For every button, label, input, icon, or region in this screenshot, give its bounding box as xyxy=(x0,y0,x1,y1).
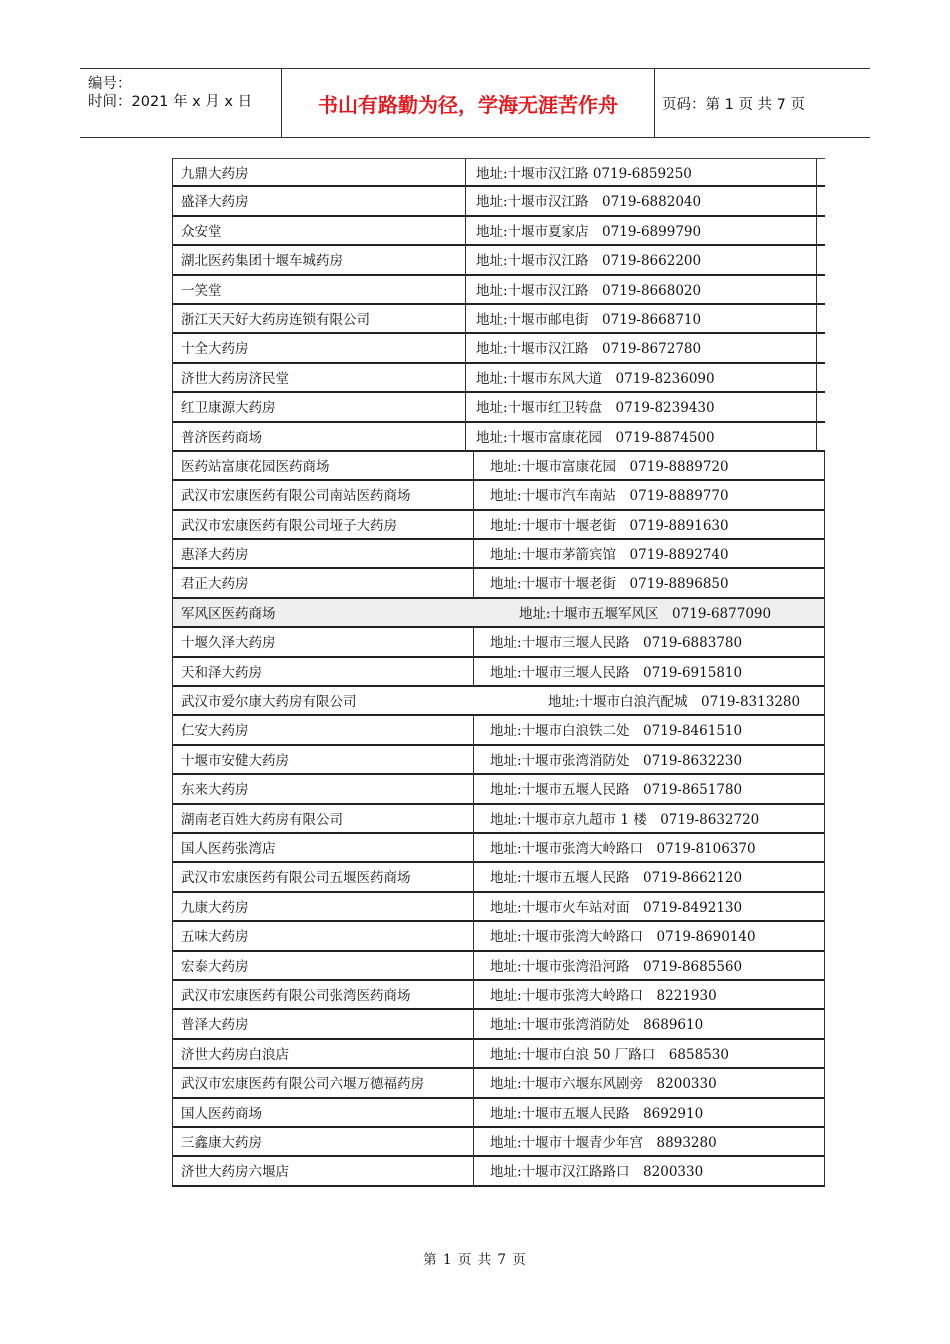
column-divider xyxy=(465,393,466,422)
pharmacy-name: 济世大药房六堰店 xyxy=(181,1164,289,1181)
row-right-border xyxy=(824,569,825,598)
table-row xyxy=(172,452,825,481)
row-left-border xyxy=(172,393,173,422)
table-row xyxy=(172,246,825,275)
pharmacy-address: 地址:十堰市十堰老街 0719-8891630 xyxy=(490,517,729,534)
column-divider xyxy=(473,716,474,745)
page-header xyxy=(80,68,870,138)
row-right-border xyxy=(824,540,825,569)
pharmacy-address: 地址:十堰市白浪 50 厂路口 6858530 xyxy=(490,1046,729,1063)
pharmacy-address: 地址:十堰市汉江路 0719-8672780 xyxy=(476,341,702,358)
number-label: 编号： xyxy=(88,76,132,92)
row-right-border xyxy=(824,1069,825,1098)
row-right-border xyxy=(824,863,825,892)
row-left-border xyxy=(172,481,173,510)
pharmacy-name: 武汉市宏康医药有限公司南站医药商场 xyxy=(181,488,411,505)
column-divider xyxy=(473,1099,474,1128)
column-divider xyxy=(473,981,474,1010)
pharmacy-address: 地址:十堰市张湾大岭路口 8221930 xyxy=(490,987,717,1004)
table-row xyxy=(172,393,825,422)
table-row xyxy=(172,423,825,452)
row-left-border xyxy=(172,187,173,216)
pharmacy-name: 武汉市爱尔康大药房有限公司 xyxy=(181,694,357,711)
row-right-border xyxy=(816,334,817,363)
pharmacy-address: 地址:十堰市红卫转盘 0719-8239430 xyxy=(476,400,715,417)
row-right-border xyxy=(824,658,825,687)
pharmacy-address: 地址:十堰市夏家店 0719-6899790 xyxy=(476,223,702,240)
row-right-border xyxy=(824,805,825,834)
column-divider xyxy=(473,481,474,510)
row-left-border xyxy=(172,364,173,393)
pharmacy-address: 地址:十堰市五堰军风区 0719-6877090 xyxy=(519,605,772,622)
pharmacy-address: 地址:十堰市张湾消防处 8689610 xyxy=(490,1017,704,1034)
row-right-border xyxy=(816,246,817,275)
pharmacy-address: 地址:十堰市张湾消防处 0719-8632230 xyxy=(490,752,743,769)
table-row xyxy=(172,893,825,922)
pharmacy-address: 地址:十堰市东风大道 0719-8236090 xyxy=(476,370,715,387)
row-right-border xyxy=(824,511,825,540)
pharmacy-name: 三鑫康大药房 xyxy=(181,1134,262,1151)
pharmacy-address: 地址:十堰市富康花园 0719-8889720 xyxy=(490,458,729,475)
row-right-border xyxy=(824,628,825,657)
pharmacy-name: 九鼎大药房 xyxy=(181,166,249,182)
row-right-border xyxy=(824,1157,825,1186)
table-row xyxy=(172,305,825,334)
column-divider xyxy=(473,775,474,804)
pharmacy-address: 地址:十堰市汉江路 0719-6859250 xyxy=(476,166,692,182)
row-right-border xyxy=(824,893,825,922)
column-divider xyxy=(465,305,466,334)
row-right-border xyxy=(824,775,825,804)
row-right-border xyxy=(824,1040,825,1069)
pharmacy-name: 武汉市宏康医药有限公司五堰医药商场 xyxy=(181,870,411,887)
column-divider xyxy=(473,1040,474,1069)
column-divider xyxy=(473,863,474,892)
row-left-border xyxy=(172,599,173,628)
column-divider xyxy=(473,569,474,598)
pharmacy-address: 地址:十堰市张湾沿河路 0719-8685560 xyxy=(490,958,743,975)
row-left-border xyxy=(172,893,173,922)
pharmacy-name: 浙江天天好大药房连锁有限公司 xyxy=(181,311,370,328)
pharmacy-name: 东来大药房 xyxy=(181,782,249,799)
table-row xyxy=(172,834,825,863)
row-left-border xyxy=(172,452,173,481)
row-left-border xyxy=(172,628,173,657)
pharmacy-name: 武汉市宏康医药有限公司张湾医药商场 xyxy=(181,987,411,1004)
pharmacy-name: 武汉市宏康医药有限公司垭子大药房 xyxy=(181,517,397,534)
pharmacy-address: 地址:十堰市五堰人民路 0719-8651780 xyxy=(490,782,743,799)
row-left-border xyxy=(172,1128,173,1157)
column-divider xyxy=(473,511,474,540)
column-divider xyxy=(473,1069,474,1098)
row-right-border xyxy=(816,187,817,216)
pharmacy-address: 地址:十堰市白浪汽配城 0719-8313280 xyxy=(548,694,801,711)
row-left-border xyxy=(172,746,173,775)
row-left-border xyxy=(172,863,173,892)
row-left-border xyxy=(172,834,173,863)
table-row xyxy=(172,981,825,1010)
column-divider xyxy=(465,217,466,246)
column-divider xyxy=(473,893,474,922)
column-divider xyxy=(465,276,466,305)
table-row xyxy=(172,952,825,981)
table-row xyxy=(172,775,825,804)
pharmacy-address: 地址:十堰市十堰青少年宫 8893280 xyxy=(490,1134,717,1151)
row-left-border xyxy=(172,423,173,452)
row-left-border xyxy=(172,569,173,598)
pharmacy-name: 军风区医药商场 xyxy=(181,605,276,622)
column-divider xyxy=(465,423,466,452)
pharmacy-name: 十堰久泽大药房 xyxy=(181,635,276,652)
row-right-border xyxy=(824,981,825,1010)
row-right-border xyxy=(816,393,817,422)
pharmacy-name: 红卫康源大药房 xyxy=(181,400,276,417)
pharmacy-name: 普泽大药房 xyxy=(181,1017,249,1034)
row-right-border xyxy=(816,276,817,305)
column-divider xyxy=(473,540,474,569)
pharmacy-address: 地址:十堰市三堰人民路 0719-6883780 xyxy=(490,635,743,652)
row-right-border xyxy=(824,481,825,510)
pharmacy-address: 地址:十堰市十堰老街 0719-8896850 xyxy=(490,576,729,593)
row-right-border xyxy=(824,599,825,628)
row-left-border xyxy=(172,1069,173,1098)
table-row xyxy=(172,1099,825,1128)
row-left-border xyxy=(172,305,173,334)
pharmacy-name: 济世大药房白浪店 xyxy=(181,1046,289,1063)
pharmacy-name: 一笑堂 xyxy=(181,282,222,299)
table-row xyxy=(172,687,825,716)
table-row xyxy=(172,746,825,775)
table-row xyxy=(172,334,825,363)
table-row xyxy=(172,511,825,540)
table-row xyxy=(172,805,825,834)
pharmacy-address: 地址:十堰市五堰人民路 0719-8662120 xyxy=(490,870,743,887)
table-row xyxy=(172,922,825,951)
table-row xyxy=(172,1069,825,1098)
row-left-border xyxy=(172,658,173,687)
pharmacy-address: 地址:十堰市五堰人民路 8692910 xyxy=(490,1105,704,1122)
row-right-border xyxy=(824,952,825,981)
row-left-border xyxy=(172,1157,173,1186)
table-row xyxy=(172,217,825,246)
column-divider xyxy=(473,658,474,687)
row-left-border xyxy=(172,1099,173,1128)
row-right-border xyxy=(824,1099,825,1128)
row-right-border xyxy=(816,159,817,187)
table-row xyxy=(172,540,825,569)
column-divider xyxy=(473,628,474,657)
row-right-border xyxy=(824,746,825,775)
row-left-border xyxy=(172,159,173,187)
column-divider xyxy=(473,952,474,981)
column-divider xyxy=(473,1128,474,1157)
table-row xyxy=(172,658,825,687)
column-divider xyxy=(473,834,474,863)
column-divider xyxy=(465,159,466,187)
row-left-border xyxy=(172,540,173,569)
header-page-label: 页码：第 1 页 共 7 页 xyxy=(662,96,805,113)
column-divider xyxy=(473,805,474,834)
pharmacy-address: 地址:十堰市邮电街 0719-8668710 xyxy=(476,311,702,328)
table-row xyxy=(172,569,825,598)
row-left-border xyxy=(172,687,173,716)
pharmacy-name: 君正大药房 xyxy=(181,576,249,593)
table-row xyxy=(172,158,825,187)
row-left-border xyxy=(172,246,173,275)
pharmacy-name: 盛泽大药房 xyxy=(181,194,249,211)
pharmacy-name: 济世大药房济民堂 xyxy=(181,370,289,387)
pharmacy-address: 地址:十堰市汉江路路口 8200330 xyxy=(490,1164,704,1181)
time-label: 时间：2021 年 x 月 x 日 xyxy=(88,94,253,110)
column-divider xyxy=(473,452,474,481)
column-divider xyxy=(465,334,466,363)
table-row xyxy=(172,863,825,892)
column-divider xyxy=(465,246,466,275)
row-right-border xyxy=(816,423,817,452)
table-row xyxy=(172,481,825,510)
row-left-border xyxy=(172,775,173,804)
row-left-border xyxy=(172,981,173,1010)
table-row xyxy=(172,716,825,745)
row-right-border xyxy=(824,716,825,745)
table-row xyxy=(172,276,825,305)
pharmacy-address: 地址:十堰市张湾大岭路口 0719-8106370 xyxy=(490,840,756,857)
row-right-border xyxy=(816,364,817,393)
column-divider xyxy=(473,922,474,951)
pharmacy-name: 九康大药房 xyxy=(181,899,249,916)
pharmacy-name: 国人医药商场 xyxy=(181,1105,262,1122)
pharmacy-name: 十全大药房 xyxy=(181,341,249,358)
pharmacy-address: 地址:十堰市白浪铁二处 0719-8461510 xyxy=(490,723,743,740)
row-left-border xyxy=(172,1040,173,1069)
table-row xyxy=(172,1128,825,1157)
pharmacy-name: 宏泰大药房 xyxy=(181,958,249,975)
pharmacy-name: 国人医药张湾店 xyxy=(181,840,276,857)
row-left-border xyxy=(172,276,173,305)
pharmacy-name: 湖南老百姓大药房有限公司 xyxy=(181,811,343,828)
pharmacy-address: 地址:十堰市汽车南站 0719-8889770 xyxy=(490,488,729,505)
column-divider xyxy=(473,1010,474,1039)
pharmacy-name: 普济医药商场 xyxy=(181,429,262,446)
column-divider xyxy=(473,746,474,775)
pharmacy-address: 地址:十堰市张湾大岭路口 0719-8690140 xyxy=(490,929,756,946)
row-left-border xyxy=(172,334,173,363)
header-slogan: 书山有路勤为径，学海无涯苦作舟 xyxy=(281,69,655,137)
pharmacy-name: 医药站富康花园医药商场 xyxy=(181,458,330,475)
page-footer: 第 1 页 共 7 页 xyxy=(423,1252,527,1268)
pharmacy-address: 地址:十堰市京九超市 1 楼 0719-8632720 xyxy=(490,811,760,828)
column-divider xyxy=(465,364,466,393)
row-left-border xyxy=(172,511,173,540)
pharmacy-name: 众安堂 xyxy=(181,223,222,240)
pharmacy-name: 五味大药房 xyxy=(181,929,249,946)
row-left-border xyxy=(172,716,173,745)
table-row xyxy=(172,364,825,393)
table-row xyxy=(172,1157,825,1186)
table-row xyxy=(172,628,825,657)
row-left-border xyxy=(172,952,173,981)
pharmacy-address: 地址:十堰市六堰东风剧旁 8200330 xyxy=(490,1076,717,1093)
pharmacy-name: 十堰市安健大药房 xyxy=(181,752,289,769)
row-right-border xyxy=(816,305,817,334)
row-left-border xyxy=(172,805,173,834)
table-row xyxy=(172,1040,825,1069)
row-right-border xyxy=(824,922,825,951)
row-right-border xyxy=(816,217,817,246)
row-right-border xyxy=(824,1128,825,1157)
pharmacy-address: 地址:十堰市汉江路 0719-8662200 xyxy=(476,253,702,270)
pharmacy-name: 武汉市宏康医药有限公司六堰万德福药房 xyxy=(181,1076,424,1093)
table-row xyxy=(172,599,825,628)
row-left-border xyxy=(172,1010,173,1039)
header-info xyxy=(80,69,281,137)
pharmacy-address: 地址:十堰市茅箭宾馆 0719-8892740 xyxy=(490,547,729,564)
row-right-border xyxy=(824,834,825,863)
row-right-border xyxy=(824,687,825,716)
pharmacy-address: 地址:十堰市三堰人民路 0719-6915810 xyxy=(490,664,743,681)
column-divider xyxy=(473,1157,474,1186)
pharmacy-name: 天和泽大药房 xyxy=(181,664,262,681)
row-left-border xyxy=(172,922,173,951)
pharmacy-name: 湖北医药集团十堰车城药房 xyxy=(181,253,343,270)
row-left-border xyxy=(172,217,173,246)
pharmacy-name: 仁安大药房 xyxy=(181,723,249,740)
table-row xyxy=(172,187,825,216)
pharmacy-address: 地址:十堰市富康花园 0719-8874500 xyxy=(476,429,715,446)
pharmacy-address: 地址:十堰市汉江路 0719-8668020 xyxy=(476,282,702,299)
column-divider xyxy=(465,187,466,216)
row-right-border xyxy=(824,1010,825,1039)
pharmacy-name: 惠泽大药房 xyxy=(181,547,249,564)
row-right-border xyxy=(824,452,825,481)
table-row xyxy=(172,1010,825,1039)
pharmacy-table xyxy=(172,158,825,1187)
pharmacy-address: 地址:十堰市汉江路 0719-6882040 xyxy=(476,194,702,211)
pharmacy-address: 地址:十堰市火车站对面 0719-8492130 xyxy=(490,899,743,916)
